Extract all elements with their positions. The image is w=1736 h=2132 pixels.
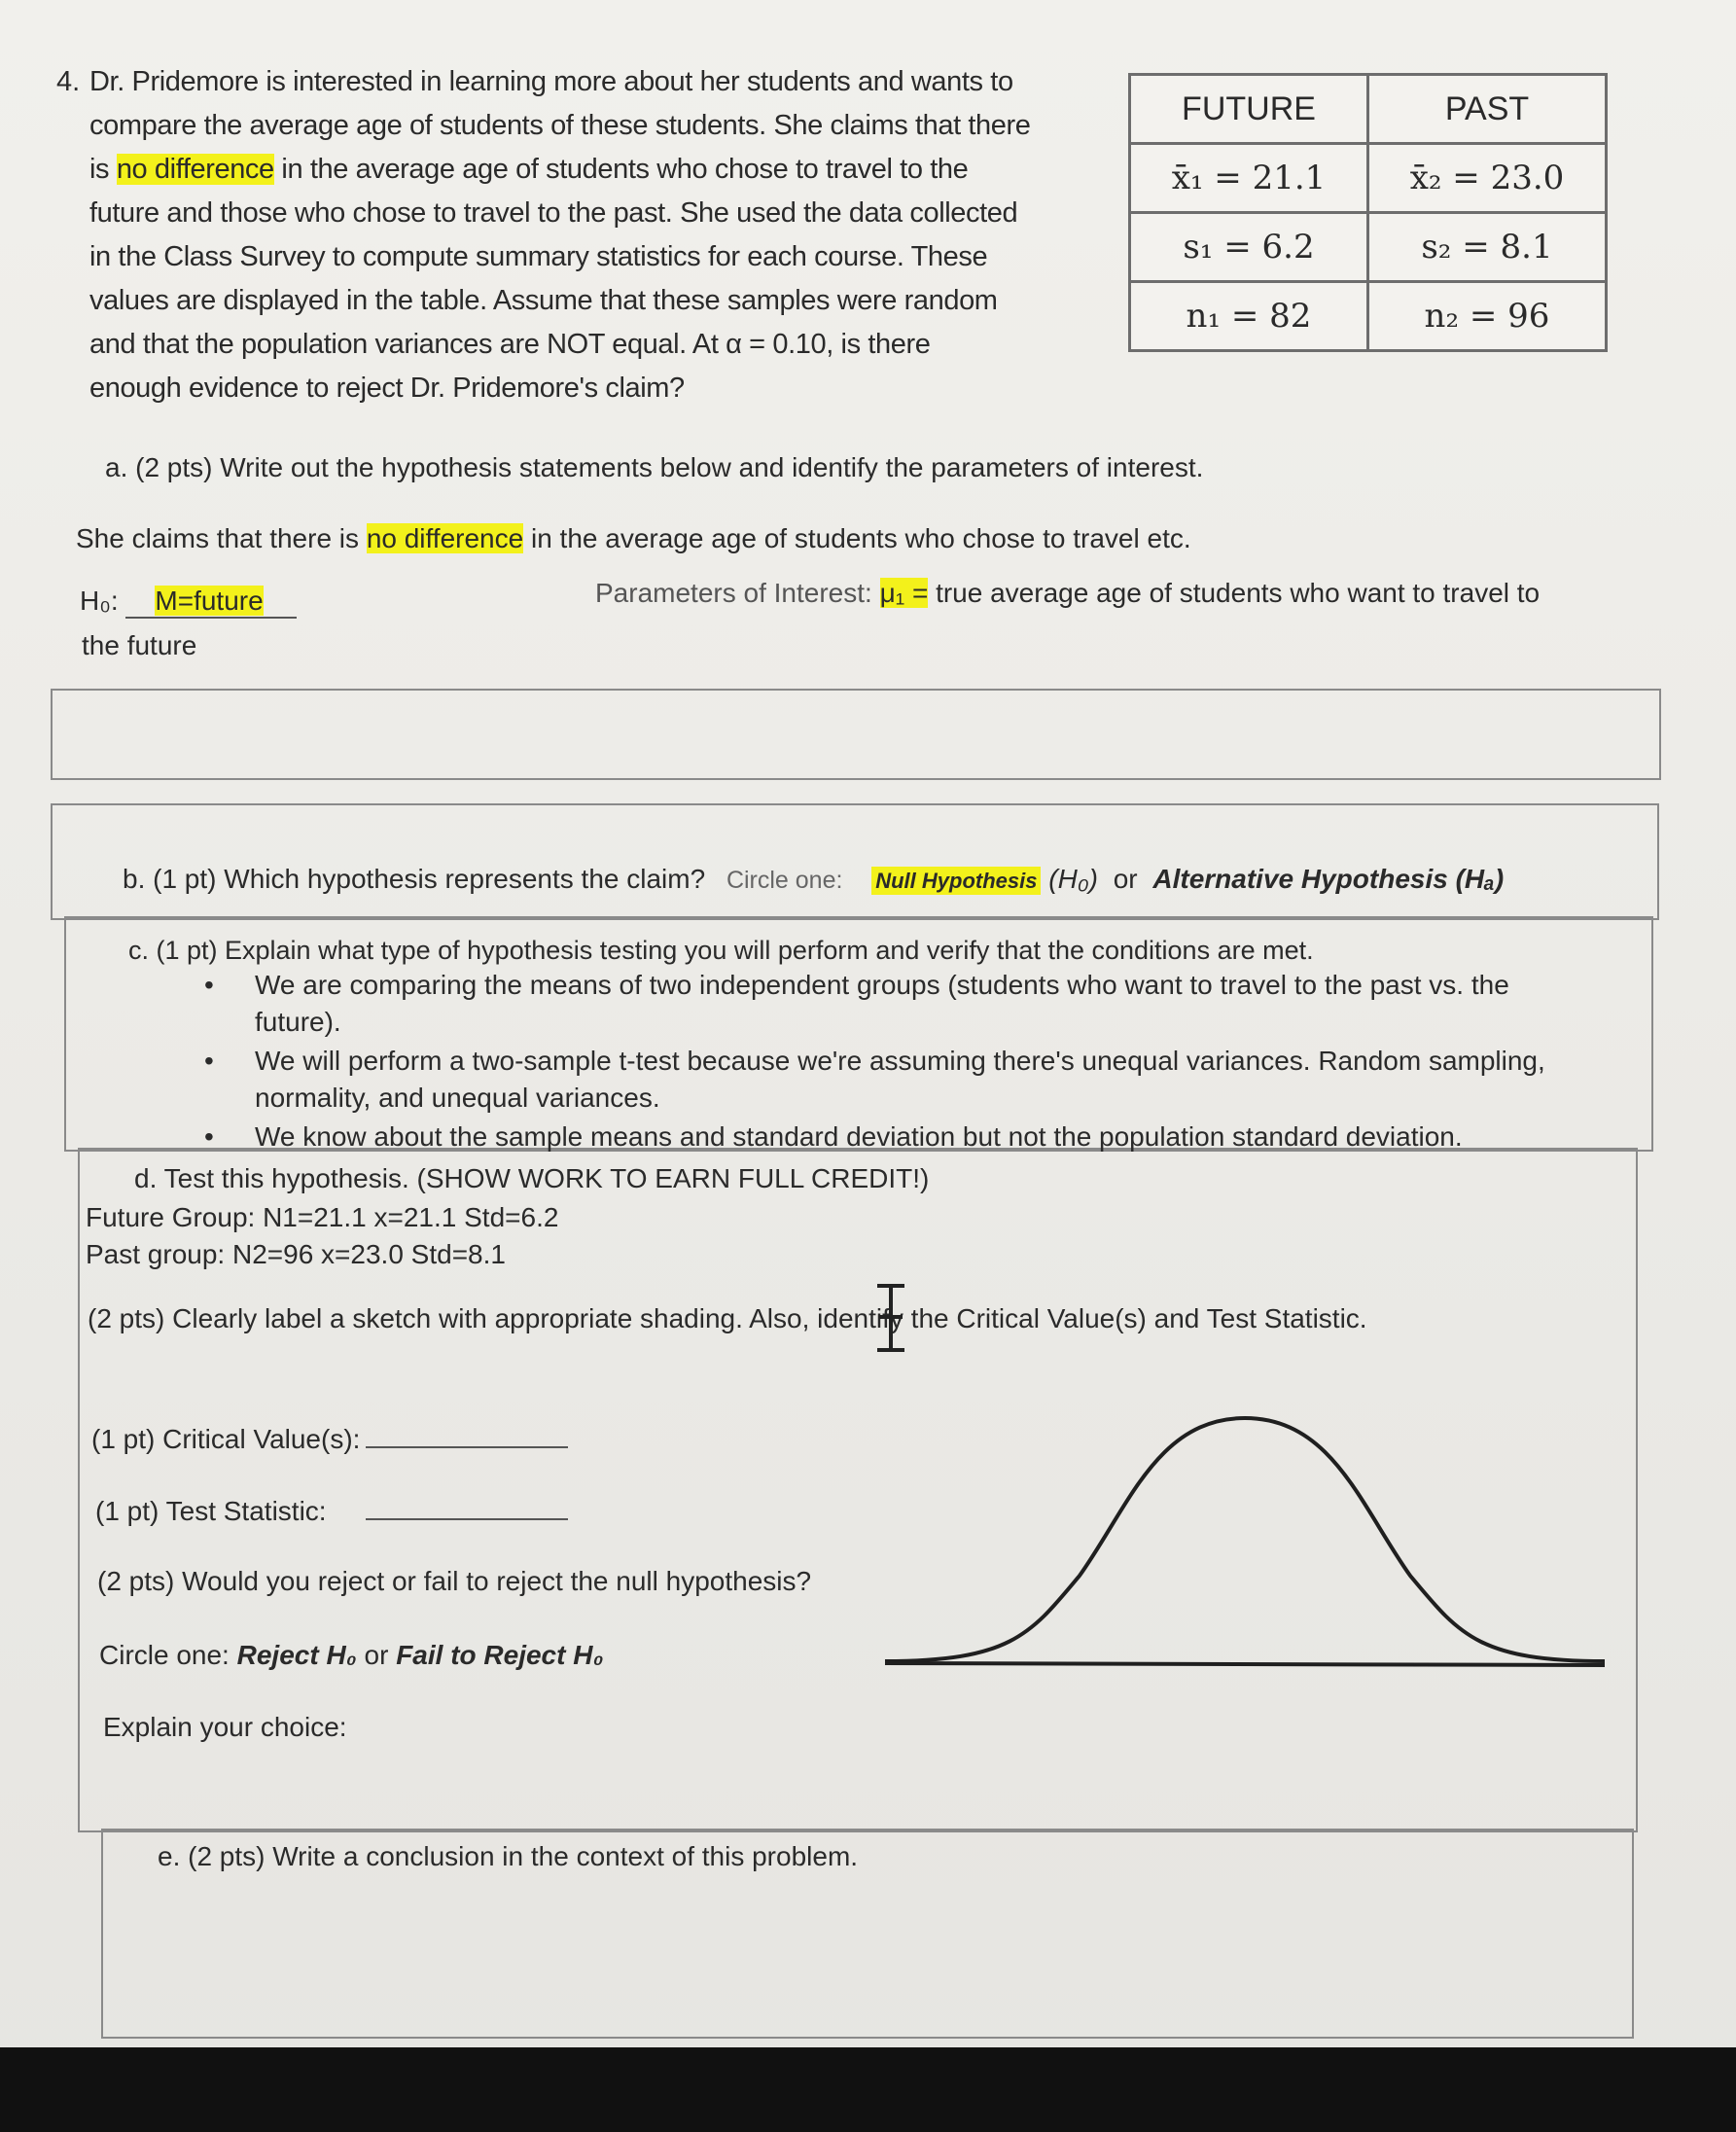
text-cursor-icon xyxy=(871,1282,910,1354)
prompt-line: compare the average age of students of these students. She claims that there xyxy=(89,110,1031,141)
bullet-item: • We are comparing the means of two independent groups (students who want to travel to the past vs. the future). xyxy=(255,967,1626,1041)
header-past: PAST xyxy=(1368,75,1607,144)
header-future: FUTURE xyxy=(1130,75,1368,144)
prompt-line: values are displayed in the table. Assume that these samples were random xyxy=(89,285,998,316)
bullet-item: • We know about the sample means and standard deviation but not the population standard deviation. xyxy=(255,1119,1626,1155)
h0-answer: M=future xyxy=(155,586,264,616)
summary-stats-table xyxy=(1128,73,1608,352)
table-header-row xyxy=(1130,75,1607,144)
curve-baseline xyxy=(885,1663,1605,1665)
option-alternative-hypothesis[interactable]: Alternative Hypothesis (Hₐ) xyxy=(1152,864,1505,894)
past-group-values: Past group: N2=96 x=23.0 Std=8.1 xyxy=(86,1239,506,1269)
table-row xyxy=(1130,213,1607,282)
option-reject[interactable]: Reject H₀ xyxy=(236,1640,357,1670)
question-number: 4. xyxy=(56,66,81,97)
prompt-line: in the Class Survey to compute summary statistics for each course. These xyxy=(89,241,988,272)
option-fail-to-reject[interactable]: Fail to Reject H₀ xyxy=(396,1640,604,1670)
n-future: n₁ = 82 xyxy=(1130,282,1368,351)
answer-box-a[interactable] xyxy=(51,689,1661,780)
question-prompt xyxy=(89,60,1120,410)
sd-past: s₂ = 8.1 xyxy=(1368,213,1607,282)
prompt-line: and that the population variances are NOT equal. At α = 0.10, is there xyxy=(89,329,931,360)
option-null-hypothesis[interactable]: Null Hypothesis xyxy=(871,867,1041,895)
part-a-prompt: a. (2 pts) Write out the hypothesis statements below and identify the parameters of interest. xyxy=(105,452,1204,482)
highlight-claim: no difference xyxy=(366,523,524,553)
bell-curve xyxy=(885,1418,1605,1661)
part-c-prompt: c. (1 pt) Explain what type of hypothesis testing you will perform and verify that the conditions are met. xyxy=(128,936,1314,965)
table-row xyxy=(1130,144,1607,213)
sd-future: s₁ = 6.2 xyxy=(1130,213,1368,282)
part-b-box xyxy=(51,803,1659,920)
n-past: n₂ = 96 xyxy=(1368,282,1607,351)
h0-statement[interactable]: H₀: M=future xyxy=(80,586,297,619)
table-row xyxy=(1130,282,1607,351)
part-c-bullets xyxy=(255,967,1626,1155)
parameters-of-interest[interactable]: Parameters of Interest: μ₁ = true average age of students who want to travel to xyxy=(595,578,1541,608)
mean-future: x̄₁ = 21.1 xyxy=(1130,144,1368,213)
explain-choice[interactable]: Explain your choice: xyxy=(103,1712,347,1742)
photo-bottom-edge xyxy=(0,2047,1736,2132)
part-e-prompt: e. (2 pts) Write a conclusion in the context of this problem. xyxy=(158,1841,859,1871)
prompt-line: future and those who chose to travel to the past. She used the data collected xyxy=(89,197,1018,229)
part-b-prompt: b. (1 pt) Which hypothesis represents the claim? Circle one: Null Hypothesis (H₀) or Alternative Hypothesis (Hₐ) xyxy=(123,864,1505,894)
highlight-no-difference: no difference xyxy=(116,154,274,185)
reject-question: (2 pts) Would you reject or fail to reject the null hypothesis? xyxy=(97,1566,812,1596)
prompt-line: enough evidence to reject Dr. Pridemore's claim? xyxy=(89,373,685,404)
part-a-claim: She claims that there is no difference in the average age of students who chose to travel etc. xyxy=(76,523,1191,553)
future-group-values: Future Group: N1=21.1 x=21.1 Std=6.2 xyxy=(86,1202,559,1232)
prompt-line: Dr. Pridemore is interested in learning more about her students and wants to xyxy=(89,66,1013,97)
sketch-prompt: (2 pts) Clearly label a sketch with appropriate shading. Also, identify the Critical Value(s) and Test Statistic. xyxy=(88,1303,1367,1333)
normal-curve-sketch[interactable] xyxy=(875,1401,1614,1683)
mean-past: x̄₂ = 23.0 xyxy=(1368,144,1607,213)
test-statistic-label[interactable]: (1 pt) Test Statistic: xyxy=(95,1496,568,1527)
part-d-prompt: d. Test this hypothesis. (SHOW WORK TO EARN FULL CREDIT!) xyxy=(134,1163,930,1193)
prompt-line-highlight: is no difference in the average age of students who chose to travel to the xyxy=(89,154,969,185)
circle-one-reject: Circle one: Reject H₀ or Fail to Reject H₀ xyxy=(99,1640,604,1670)
bullet-item: • We will perform a two-sample t-test because we're assuming there's unequal variances. Random sampling, normality, and unequal variances. xyxy=(255,1043,1626,1117)
parameters-continued: the future xyxy=(82,630,197,660)
param-symbol: μ₁ = xyxy=(879,578,929,608)
critical-value-label[interactable]: (1 pt) Critical Value(s): xyxy=(91,1424,568,1455)
